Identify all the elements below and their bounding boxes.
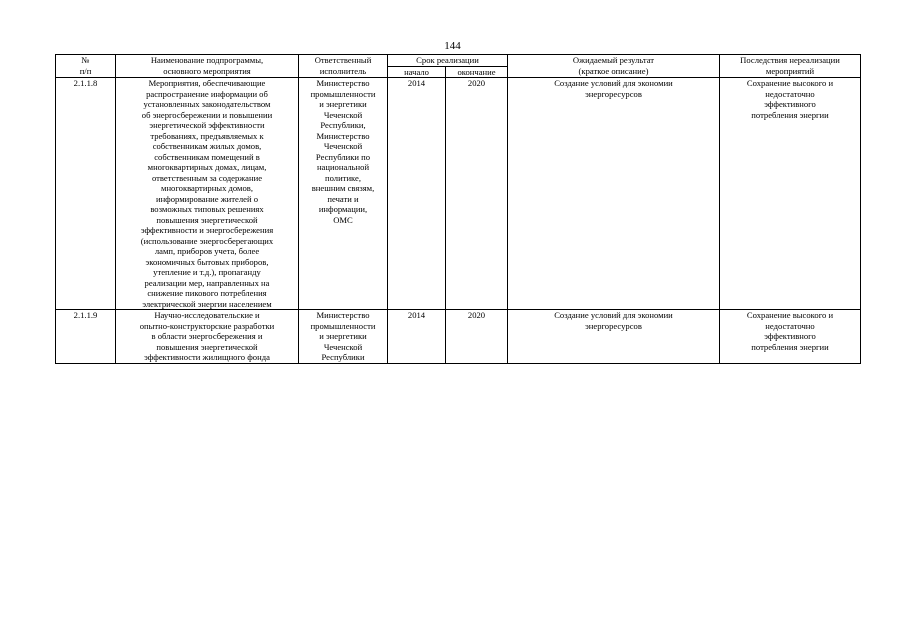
cell-responsible-line: и энергетики <box>319 99 367 109</box>
cell-result-line: энергоресурсов <box>585 320 642 331</box>
cell-name-line: эффективности и энергосбережения <box>140 225 274 235</box>
cell-name-line: установленных законодательством <box>143 99 271 109</box>
cell-name-line: требованиях, предъявляемых к <box>150 130 264 141</box>
cell-consequence <box>720 310 861 364</box>
cell-name-line: собственникам жилых домов, <box>152 141 262 151</box>
cell-responsible-line: Чеченской <box>323 141 363 151</box>
cell-name-line: Мероприятия, обеспечивающие <box>148 78 266 88</box>
cell-responsible-line: Чеченской <box>323 109 363 120</box>
cell-name-line: повышения энергетической <box>156 341 258 352</box>
cell-responsible-line: Министерство <box>316 130 370 141</box>
cell-name-line: ответственным за содержание <box>151 172 263 183</box>
cell-result <box>508 310 720 364</box>
header-end: окончание <box>446 66 508 78</box>
cell-result-line: энергоресурсов <box>585 88 642 99</box>
table-row <box>56 78 861 310</box>
header-consequence: Последствия нереализации мероприятий <box>720 55 861 78</box>
cell-consequence-line: потребления энергии <box>751 341 829 352</box>
header-period: Срок реализации <box>388 55 508 67</box>
cell-name-line: в области энергосбережения и <box>151 331 263 341</box>
cell-name-line: информирование жителей о <box>155 193 259 204</box>
cell-name-line: многоквартирных домов, <box>161 183 253 193</box>
cell-result <box>508 78 720 310</box>
cell-name-line: энергетической эффективности <box>149 120 265 130</box>
table-body <box>56 78 861 364</box>
cell-name-line: ламп, приборов учета, более <box>154 246 260 256</box>
cell-name-line: Научно-исследовательские и <box>154 310 260 320</box>
page-number: 144 <box>444 40 461 52</box>
header-start: начало <box>388 66 446 78</box>
header-row-1 <box>56 55 861 67</box>
cell-consequence <box>720 78 861 310</box>
cell-name-line: электрической энергии населением <box>142 298 272 309</box>
header-responsible: Ответственный исполнитель <box>299 55 388 78</box>
cell-name-line: собственникам помещений в <box>154 151 260 162</box>
cell-name-line: реализации мер, направленных на <box>144 277 270 288</box>
table-row <box>56 310 861 364</box>
cell-responsible-line: национальной <box>316 162 370 172</box>
cell-consequence-line: Сохранение высокого и <box>746 310 834 320</box>
cell-responsible-line: промышленности <box>310 320 376 331</box>
cell-name-line: возможных типовых решениях <box>150 204 264 214</box>
cell-num: 2.1.1.9 <box>56 310 116 364</box>
cell-start: 2014 <box>388 310 446 364</box>
cell-name-line: экономичных бытовых приборов, <box>145 256 269 267</box>
cell-responsible-line: Республики, <box>320 120 366 130</box>
cell-responsible-line: Чеченской <box>323 341 363 352</box>
cell-name-line: снижение пикового потребления <box>147 288 267 298</box>
cell-responsible-line: внешним связям, <box>311 183 375 193</box>
cell-responsible <box>299 78 388 310</box>
cell-name-line: эффективности жилищного фонда <box>144 352 270 362</box>
cell-name-line: опытно-конструкторские разработки <box>139 320 275 331</box>
program-table <box>55 54 861 364</box>
cell-start: 2014 <box>388 78 446 310</box>
cell-end: 2020 <box>446 78 508 310</box>
cell-consequence-line: эффективного <box>764 331 816 341</box>
header-num: № п/п <box>56 55 116 78</box>
header-result: Ожидаемый результат (краткое описание) <box>508 55 720 78</box>
cell-responsible <box>299 310 388 364</box>
cell-responsible-line: Республики <box>321 352 365 362</box>
cell-responsible-line: и энергетики <box>319 331 367 341</box>
cell-consequence-line: Сохранение высокого и <box>746 78 834 88</box>
cell-responsible-line: Министерство <box>316 310 370 320</box>
cell-name-line: об энергосбережении и повышении <box>141 109 273 120</box>
cell-responsible-line: Министерство <box>316 78 370 88</box>
cell-consequence-line: недостаточно <box>765 88 815 99</box>
cell-responsible-line: промышленности <box>310 88 376 99</box>
cell-consequence-line: недостаточно <box>765 320 815 331</box>
cell-name-line: (использование энергосберегающих <box>140 235 274 246</box>
cell-consequence-line: эффективного <box>764 99 816 109</box>
cell-name-line: повышения энергетической <box>156 214 258 225</box>
cell-name-line: утепление и т.д.), пропаганду <box>153 267 261 277</box>
cell-result-line: Создание условий для экономии <box>554 78 673 88</box>
cell-responsible-line: печати и <box>327 193 359 204</box>
cell-responsible-line: политике, <box>325 172 361 183</box>
cell-name <box>116 78 299 310</box>
header-name: Наименование подпрограммы, основного мероприятия <box>116 55 299 78</box>
cell-num: 2.1.1.8 <box>56 78 116 310</box>
cell-name-line: многоквартирных домах, лицам, <box>147 162 267 172</box>
cell-end: 2020 <box>446 310 508 364</box>
cell-name <box>116 310 299 364</box>
cell-responsible-line: ОМС <box>333 214 353 225</box>
cell-result-line: Создание условий для экономии <box>554 310 673 320</box>
cell-name-line: распространение информации об <box>146 88 268 99</box>
cell-responsible-line: информации, <box>318 204 368 214</box>
cell-responsible-line: Республики по <box>315 151 371 162</box>
cell-consequence-line: потребления энергии <box>751 109 829 120</box>
table-header <box>56 55 861 78</box>
